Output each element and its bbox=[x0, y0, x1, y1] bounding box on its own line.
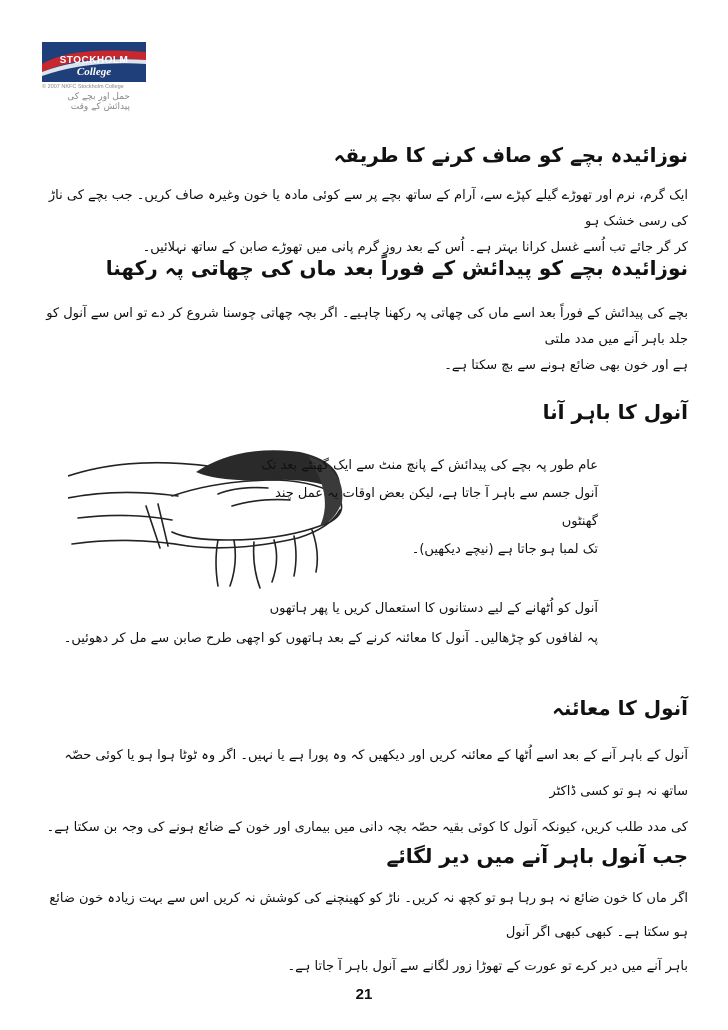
text-line: اگر ماں کا خون ضائع نہ ہو رہا ہو تو کچھ نہ کریں۔ ناڑ کو کھینچنے کی کوشش نہ کریں اس سے بہت زیادہ خون ضائع ہو سکتا ہے۔ کبھی کبھی اگر آنول bbox=[49, 891, 688, 940]
text-line: آنول جسم سے باہر آ جاتا ہے، لیکن بعض اوقات یہ عمل چند گھنٹوں bbox=[275, 486, 598, 529]
text-line: عام طور پہ بچے کی پیدائش کے پانچ منٹ سے ایک گھنٹے بعد تک bbox=[261, 458, 598, 473]
paragraph-cleaning bbox=[40, 183, 688, 261]
logo-name: STOCKHOLM bbox=[59, 55, 129, 66]
heading-delay: جب آنول باہر آنے میں دیر لگائے bbox=[386, 844, 688, 868]
logo-tagline: حمل اور بچے کی پیدائش کے وقت bbox=[67, 92, 130, 112]
text-line: آنول کو اُٹھانے کے لیے دستانوں کا استعمال کریں یا پھر ہاتھوں bbox=[269, 601, 598, 616]
page-number: 21 bbox=[355, 986, 373, 1003]
heading-chest: نوزائیدہ بچے کو پیدائش کے فوراً بعد ماں کی چھاتی پہ رکھنا bbox=[105, 256, 688, 280]
text-line: کی مدد طلب کریں، کیونکہ آنول کا کوئی بقیہ حصّہ بچہ دانی میں بیماری اور خون کے ضائع ہونے کی وجہ بن سکتا ہے۔ bbox=[46, 820, 688, 835]
college-logo bbox=[42, 42, 146, 112]
paragraph-placenta-handling bbox=[40, 594, 688, 654]
text-line: ایک گرم، نرم اور تھوڑے گیلے کپڑے سے، آرام کے ساتھ بچے پر سے کوئی مادہ یا خون وغیرہ صاف کریں۔ جب بچے کی ناڑ کی رسی خشک ہو bbox=[48, 188, 688, 229]
text-line: تک لمبا ہو جاتا ہے (نیچے دیکھیں)۔ bbox=[411, 542, 598, 557]
paragraph-placenta-timing bbox=[238, 452, 598, 564]
heading-placenta-out: آنول کا باہر آنا bbox=[542, 400, 688, 424]
paragraph-chest bbox=[40, 301, 688, 379]
text-line: باہر آنے میں دیر کرے تو عورت کے تھوڑا زور لگانے سے آنول باہر آ جاتا ہے۔ bbox=[287, 959, 688, 974]
heading-inspection: آنول کا معائنہ bbox=[552, 696, 688, 720]
heading-cleaning: نوزائیدہ بچے کو صاف کرنے کا طریقہ bbox=[333, 143, 688, 167]
logo-badge bbox=[42, 42, 146, 82]
logo-copyright: © 2007 NKFC Stockholm College bbox=[42, 84, 124, 90]
text-line: ہے اور خون بھی ضائع ہونے سے بچ سکتا ہے۔ bbox=[444, 358, 688, 373]
paragraph-inspection bbox=[40, 738, 688, 846]
text-line: آنول کے باہر آنے کے بعد اسے اُٹھا کے معائنہ کریں اور دیکھیں کہ وہ پورا ہے یا نہیں۔ اگر وہ ٹوٹا ہوا ہو یا کوئی حصّہ ساتھ نہ ہو تو کسی ڈاکٹر bbox=[64, 748, 688, 799]
text-line: پہ لفافوں کو چڑھالیں۔ آنول کا معائنہ کرنے کے بعد ہاتھوں کو اچھی طرح صابن سے مل کر دھوئیں۔ bbox=[63, 631, 598, 646]
text-line: بچے کی پیدائش کے فوراً بعد اسے ماں کی چھاتی پہ رکھنا چاہیے۔ اگر بچہ چھاتی چوسنا شروع کر دے تو اس سے آنول کو جلد باہر آنے میں مدد ملتی bbox=[46, 306, 688, 347]
logo-subname: College bbox=[76, 66, 112, 78]
paragraph-delay bbox=[40, 882, 688, 984]
text-line: کر گر جائے تب اُسے غسل کرانا بہتر ہے۔ اُس کے بعد روز گرم پانی میں تھوڑے صابن کے ساتھ نہلائیں۔ bbox=[142, 240, 688, 255]
